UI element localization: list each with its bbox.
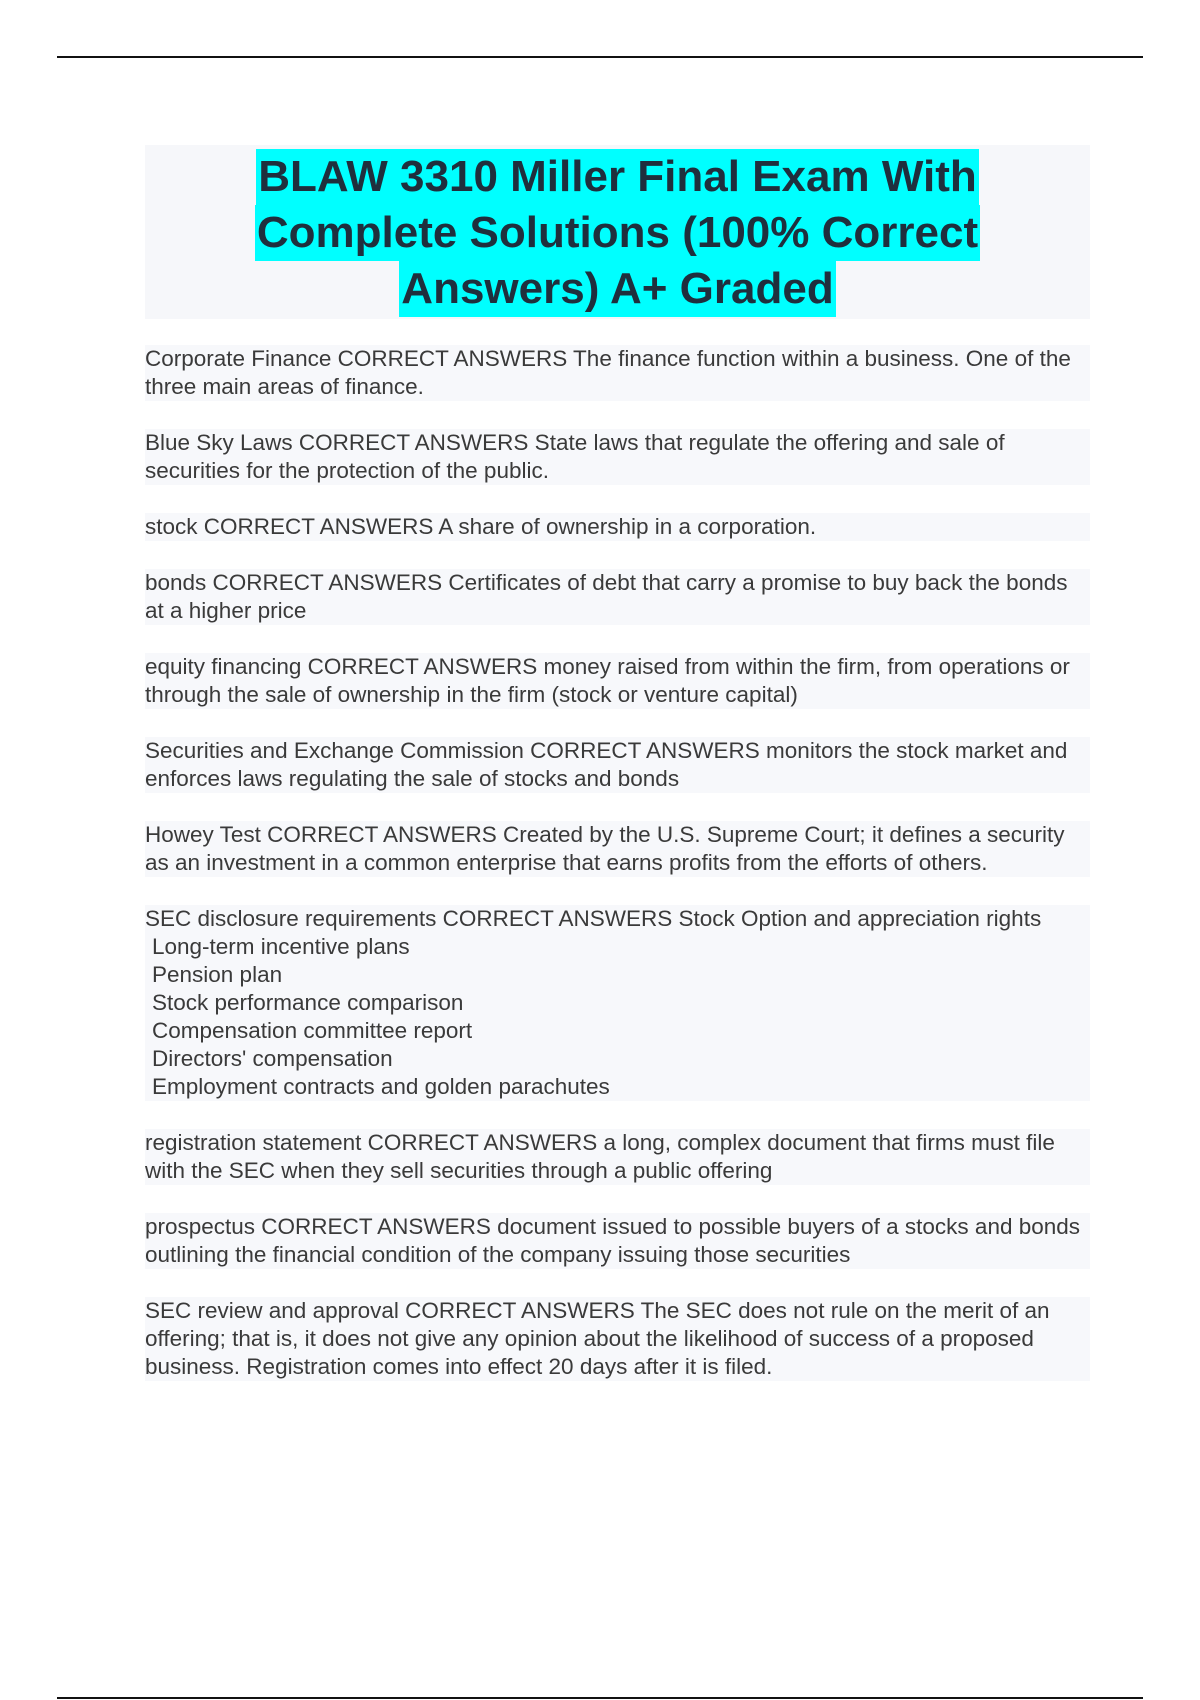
entry-howey-test: Howey Test CORRECT ANSWERS Created by the U.S. Supreme Court; it defines a security as an investment in a common enterprise that earns profits from the efforts of others. xyxy=(145,821,1090,877)
document-title xyxy=(145,145,1090,319)
disclosure-item: Directors' compensation xyxy=(152,1046,393,1071)
entry-equity-financing: equity financing CORRECT ANSWERS money raised from within the firm, from operations or through the sale of ownership in the firm (stock or venture capital) xyxy=(145,653,1090,709)
entry-bonds: bonds CORRECT ANSWERS Certificates of debt that carry a promise to buy back the bonds at a higher price xyxy=(145,569,1090,625)
entry-prospectus: prospectus CORRECT ANSWERS document issued to possible buyers of a stocks and bonds outlining the financial condition of the company issuing those securities xyxy=(145,1213,1090,1269)
entry-sec-commission: Securities and Exchange Commission CORRECT ANSWERS monitors the stock market and enforces laws regulating the sale of stocks and bonds xyxy=(145,737,1090,793)
entry-blue-sky-laws: Blue Sky Laws CORRECT ANSWERS State laws that regulate the offering and sale of securities for the protection of the public. xyxy=(145,429,1090,485)
title-line-2: Complete Solutions (100% Correct xyxy=(255,205,980,261)
entry-sec-disclosure-text: SEC disclosure requirements CORRECT ANSWERS Stock Option and appreciation rights xyxy=(145,906,1042,931)
entry-sec-review: SEC review and approval CORRECT ANSWERS The SEC does not rule on the merit of an offering; that is, it does not give any opinion about the likelihood of success of a proposed business. Registration comes into effect 20 days after it is filed. xyxy=(145,1297,1090,1381)
entry-stock: stock CORRECT ANSWERS A share of ownership in a corporation. xyxy=(145,513,1090,541)
bottom-rule xyxy=(57,1697,1143,1699)
disclosure-item: Employment contracts and golden parachutes xyxy=(152,1074,610,1099)
title-line-3: Answers) A+ Graded xyxy=(399,261,835,317)
entry-corporate-finance: Corporate Finance CORRECT ANSWERS The finance function within a business. One of the three main areas of finance. xyxy=(145,345,1090,401)
title-line-1: BLAW 3310 Miller Final Exam With xyxy=(256,149,978,205)
entry-list xyxy=(145,345,1090,1381)
disclosure-item: Compensation committee report xyxy=(152,1018,473,1043)
disclosure-item: Long-term incentive plans xyxy=(152,934,410,959)
disclosure-item: Stock performance comparison xyxy=(152,990,464,1015)
top-rule xyxy=(57,56,1143,58)
disclosure-item: Pension plan xyxy=(152,962,283,987)
entry-sec-disclosure xyxy=(145,905,1090,1101)
document-body xyxy=(145,145,1090,1409)
entry-registration-statement: registration statement CORRECT ANSWERS a long, complex document that firms must file with the SEC when they sell securities through a public offering xyxy=(145,1129,1090,1185)
